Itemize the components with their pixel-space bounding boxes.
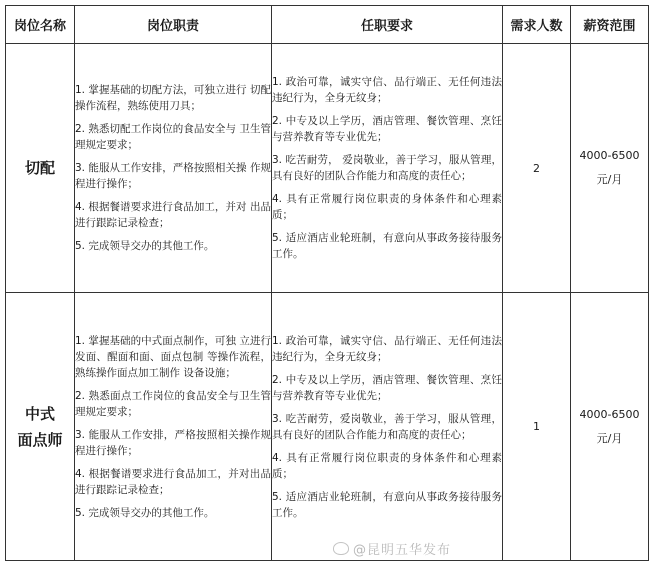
job-listing-table: [5, 5, 649, 561]
duty-item: 2. 熟悉面点工作岗位的食品安全与卫生管理规定要求；: [75, 389, 271, 418]
salary-unit: 元/月: [596, 431, 623, 445]
duty-item: 4. 根据餐谱要求进行食品加工，并对出品进行跟踪记录检查；: [75, 467, 271, 496]
requirements-cell: [272, 293, 503, 561]
requirement-item: 5. 适应酒店业轮班制，有意向从事政务接待服务工作。: [272, 232, 502, 260]
duty-item: 4. 根据餐谱要求进行食品加工，并对 出品进行跟踪记录检查；: [75, 201, 271, 229]
duty-item: 2. 熟悉切配工作岗位的食品安全与 卫生管理规定要求；: [75, 123, 271, 151]
duties-cell: [75, 44, 272, 293]
header-headcount: 需求人数: [503, 6, 571, 44]
salary-cell: [571, 293, 649, 561]
header-duties: 岗位职责: [75, 6, 272, 44]
duty-item: 3. 能服从工作安排，严格按照相关操作规程进行操作；: [75, 428, 271, 457]
requirement-item: 2. 中专及以上学历，酒店管理、餐饮管理、烹饪 与营养教育等专业优先；: [272, 115, 502, 143]
table-row: [6, 293, 649, 561]
table-header-row: [6, 6, 649, 44]
requirement-item: 2. 中专及以上学历，酒店管理、餐饮管理、烹饪与营养教育等专业优先；: [272, 373, 502, 402]
duty-item: 1. 掌握基础的切配方法，可独立进行 切配操作流程，熟练使用刀具；: [75, 84, 271, 112]
position-name-cell: [6, 293, 75, 561]
requirement-item: 3. 吃苦耐劳，爱岗敬业，善于学习，服从管理，具有良好的团队合作能力和高度的责任心；: [272, 412, 502, 441]
salary-unit: 元/月: [596, 173, 623, 186]
requirement-item: 5. 适应酒店业轮班制，有意向从事政务接待服务工作。: [272, 490, 502, 519]
requirement-item: 1. 政治可靠，诚实守信、品行端正、无任何违法违纪行为，全身无纹身；: [272, 334, 502, 363]
position-name-cell: [6, 44, 75, 293]
header-position: 岗位名称: [6, 6, 75, 44]
salary-cell: [571, 44, 649, 293]
weibo-watermark: [333, 539, 451, 558]
duty-item: 3. 能服从工作安排，严格按照相关操 作规程进行操作；: [75, 162, 271, 190]
duty-item: 1. 掌握基础的中式面点制作，可独 立进行发面、醒面和面、面点包制 等操作流程，熟练操作面点加工制作 设备设施；: [75, 334, 271, 379]
salary-range: 4000-6500: [579, 149, 640, 162]
position-name-line: 中式: [24, 404, 55, 423]
headcount-cell: 2: [503, 44, 571, 293]
requirement-item: 3. 吃苦耐劳， 爱岗敬业，善于学习，服从管理，具有良好的团队合作能力和高度的责任心；: [272, 154, 502, 182]
position-name-line: 面点师: [17, 430, 63, 449]
watermark-text: @昆明五华发布: [353, 543, 452, 558]
requirement-item: 1. 政治可靠，诚实守信、品行端正、无任何违法 违纪行为，全身无纹身；: [272, 76, 502, 104]
requirements-cell: [272, 44, 503, 293]
duty-item: 5. 完成领导交办的其他工作。: [75, 506, 215, 519]
weibo-icon: [333, 542, 349, 555]
table-row: [6, 44, 649, 293]
headcount-cell: 1: [503, 293, 571, 561]
position-name: 切配: [24, 159, 55, 177]
salary-range: 4000-6500: [579, 407, 640, 421]
duties-cell: [75, 293, 272, 561]
requirement-item: 4. 具有正常履行岗位职责的身体条件和心理素质；: [272, 451, 502, 480]
header-salary: 薪资范围: [571, 6, 649, 44]
requirement-item: 4. 具有正常履行岗位职责的身体条件和心理素 质；: [272, 193, 502, 221]
duty-item: 5. 完成领导交办的其他工作。: [75, 240, 215, 252]
header-requirements: 任职要求: [272, 6, 503, 44]
